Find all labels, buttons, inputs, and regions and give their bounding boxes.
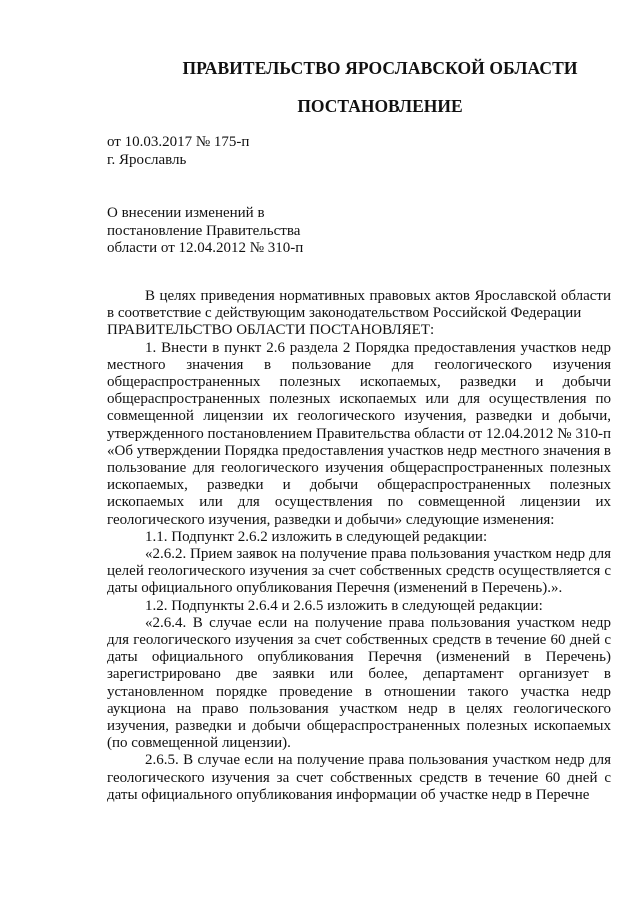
document-body [107, 288, 611, 804]
decree-line: ПРАВИТЕЛЬСТВО ОБЛАСТИ ПОСТАНОВЛЯЕТ: [107, 322, 435, 339]
document-subject [107, 205, 303, 258]
item-2-6-5-paragraph: 2.6.5. В случае если на получение права пользования участком недр для геологического изучения за счет собственных средств в течение 60 дней с даты официального опубликования информации об участке недр в Перечне [107, 752, 611, 803]
organization-title: ПРАВИТЕЛЬСТВО ЯРОСЛАВСКОЙ ОБЛАСТИ [182, 58, 578, 78]
subject-line-1: О внесении изменений в [107, 205, 265, 221]
document-meta [107, 133, 249, 169]
subject-line-2: постановление Правительства [107, 222, 301, 239]
subject-line-3: области от 12.04.2012 № 310-п [107, 240, 304, 256]
item-1-2-paragraph: 1.2. Подпункты 2.6.4 и 2.6.5 изложить в следующей редакции: [145, 597, 543, 614]
document-type-title: ПОСТАНОВЛЕНИЕ [297, 96, 463, 116]
item-1-1-text-paragraph: «2.6.2. Прием заявок на получение права пользования участком недр для целей геологического изучения за счет собственных средств осуществляется с даты официального опубликования Перечня (изменений в Перечень).». [107, 546, 611, 597]
date-number: от 10.03.2017 № 175-п [107, 134, 250, 150]
item-1-2-text-paragraph: «2.6.4. В случае если на получение права пользования участком недр для геологического изучения за счет собственных средств в течение 60 дней с даты официального опубликования Перечня (изменений в Перечень) зарегистрировано две заявки или более, департамент организует в установленном порядке проведение в отношении такого участка недр аукциона на право пользования участком недр в целях геологического изучения, разведки и добычи общераспространенных полезных ископаемых (по совмещенной лицензии). [107, 614, 611, 752]
item-1-1-paragraph: 1.1. Подпункт 2.6.2 изложить в следующей редакции: [145, 528, 488, 545]
item-1-paragraph: 1. Внести в пункт 2.6 раздела 2 Порядка предоставления участков недр местного значения в пользование для геологического изучения общераспространенных полезных ископаемых, разведки и добычи общераспространенных полезных ископаемых или для осуществления по совмещенной лицензии их геологического изучения, разведки и добычи, утвержденного постановлением Правительства области от 12.04.2012 № 310-п «Об утверждении Порядка предоставления участков недр местного значения в пользование для геологического изучения общераспространенных полезных ископаемых, разведки и добычи общераспространенных полезных ископаемых или для осуществления по совмещенной лицензии их геологического изучения, разведки и добычи» следующие изменения: [107, 339, 611, 528]
preamble-paragraph: В целях приведения нормативных правовых актов Ярославской области в соответствие с действующим законодательством Российской Федерации [107, 288, 611, 322]
city: г. Ярославль [107, 152, 187, 168]
